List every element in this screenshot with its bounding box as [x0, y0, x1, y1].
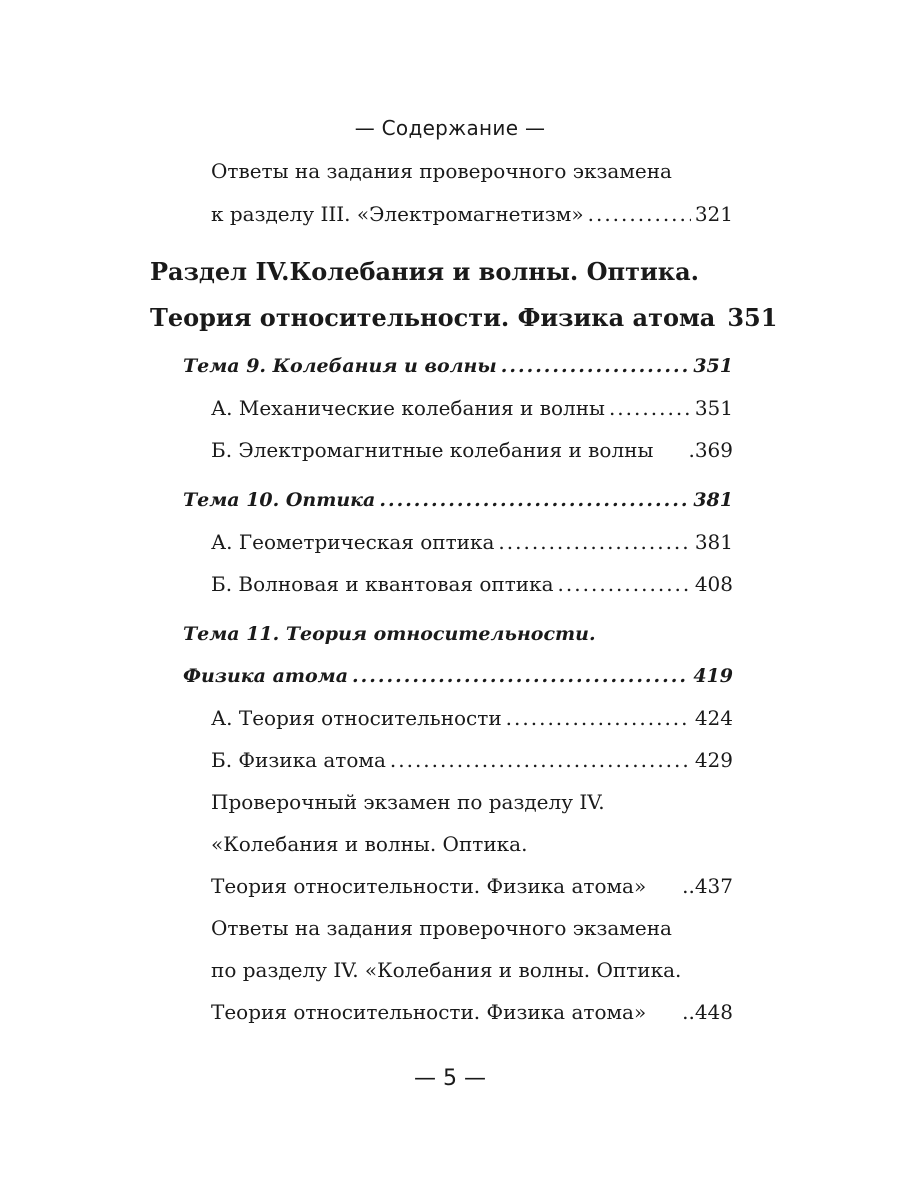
- toc-entry-text: к разделу III. «Электромагнетизм»: [211, 202, 584, 226]
- toc-page-number: 424: [694, 706, 733, 730]
- toc-page-number: 381: [694, 530, 733, 554]
- running-header: — Содержание —: [354, 116, 546, 140]
- toc-entry: [211, 829, 733, 859]
- dot-leader: [558, 569, 691, 599]
- section-heading: [150, 300, 778, 336]
- toc-entry-text: Ответы на задания проверочного экзамена: [211, 916, 672, 940]
- section-heading-text: Теория относительности. Физика атома: [150, 303, 716, 332]
- dot-leader: [379, 485, 689, 515]
- toc-entry-text: Ответы на задания проверочного экзамена: [211, 159, 672, 183]
- dot-leader: [506, 703, 691, 733]
- section-heading-text: Раздел IV.Колебания и волны. Оптика.: [150, 257, 699, 286]
- toc-entry: [211, 527, 733, 557]
- toc-entry: [211, 393, 733, 423]
- toc-page-number: 351: [694, 396, 733, 420]
- toc-entry-text: Тема 9. Колебания и волны: [183, 355, 497, 377]
- toc-theme-entry: [183, 485, 733, 515]
- toc-entry: [211, 569, 733, 599]
- dot-leader: [390, 745, 691, 775]
- dot-leader: [498, 527, 690, 557]
- toc-page-number: 351: [693, 355, 733, 377]
- toc-page-number: 321: [694, 202, 733, 226]
- dot-leader: [609, 393, 691, 423]
- toc-entry: [211, 199, 733, 229]
- toc-entry: [211, 787, 733, 817]
- toc-entry-text: Б. Волновая и квантовая оптика: [211, 572, 554, 596]
- toc-page-number: 429: [694, 748, 733, 772]
- toc-entry-text: А. Механические колебания и волны: [211, 396, 605, 420]
- toc-entry: [211, 156, 733, 186]
- toc-entry-text: по разделу IV. «Колебания и волны. Оптика.: [211, 958, 682, 982]
- toc-entry-text: Тема 11. Теория относительности.: [183, 623, 596, 645]
- toc-entry: [211, 955, 733, 985]
- toc-entry-text: Физика атома: [183, 665, 349, 687]
- toc-theme-entry: [183, 619, 733, 649]
- toc-entry-text: «Колебания и волны. Оптика.: [211, 832, 528, 856]
- toc-page-number: 381: [693, 489, 733, 511]
- toc-entry-text: Проверочный экзамен по разделу IV.: [211, 790, 605, 814]
- toc-entry: [211, 871, 733, 901]
- toc-page-number: ..448: [682, 1000, 733, 1024]
- toc-entry: [211, 913, 733, 943]
- toc-entry-text: Теория относительности. Физика атома»: [211, 874, 647, 898]
- toc-page-number: 408: [694, 572, 733, 596]
- toc-entry-text: Б. Физика атома: [211, 748, 386, 772]
- toc-page-number: 351: [727, 303, 778, 332]
- toc-theme-entry: [183, 661, 733, 691]
- toc-entry: [211, 435, 733, 465]
- dot-leader: [352, 661, 689, 691]
- dot-leader: [501, 351, 690, 381]
- toc-page-number: ..437: [682, 874, 733, 898]
- page-number-footer: — 5 —: [414, 1066, 486, 1091]
- toc-page-number: .369: [688, 438, 733, 462]
- toc-entry-text: А. Геометрическая оптика: [211, 530, 495, 554]
- toc-entry-text: Б. Электромагнитные колебания и волны: [211, 438, 654, 462]
- toc-entry: [211, 997, 733, 1027]
- toc-page-number: 419: [693, 665, 733, 687]
- toc-entry-text: Теория относительности. Физика атома»: [211, 1000, 647, 1024]
- toc-entry-text: А. Теория относительности: [211, 706, 502, 730]
- dot-leader: [588, 199, 691, 229]
- toc-entry: [211, 703, 733, 733]
- toc-theme-entry: [183, 351, 733, 381]
- section-heading: [150, 254, 733, 290]
- toc-entry: [211, 745, 733, 775]
- toc-entry-text: Тема 10. Оптика: [183, 489, 376, 511]
